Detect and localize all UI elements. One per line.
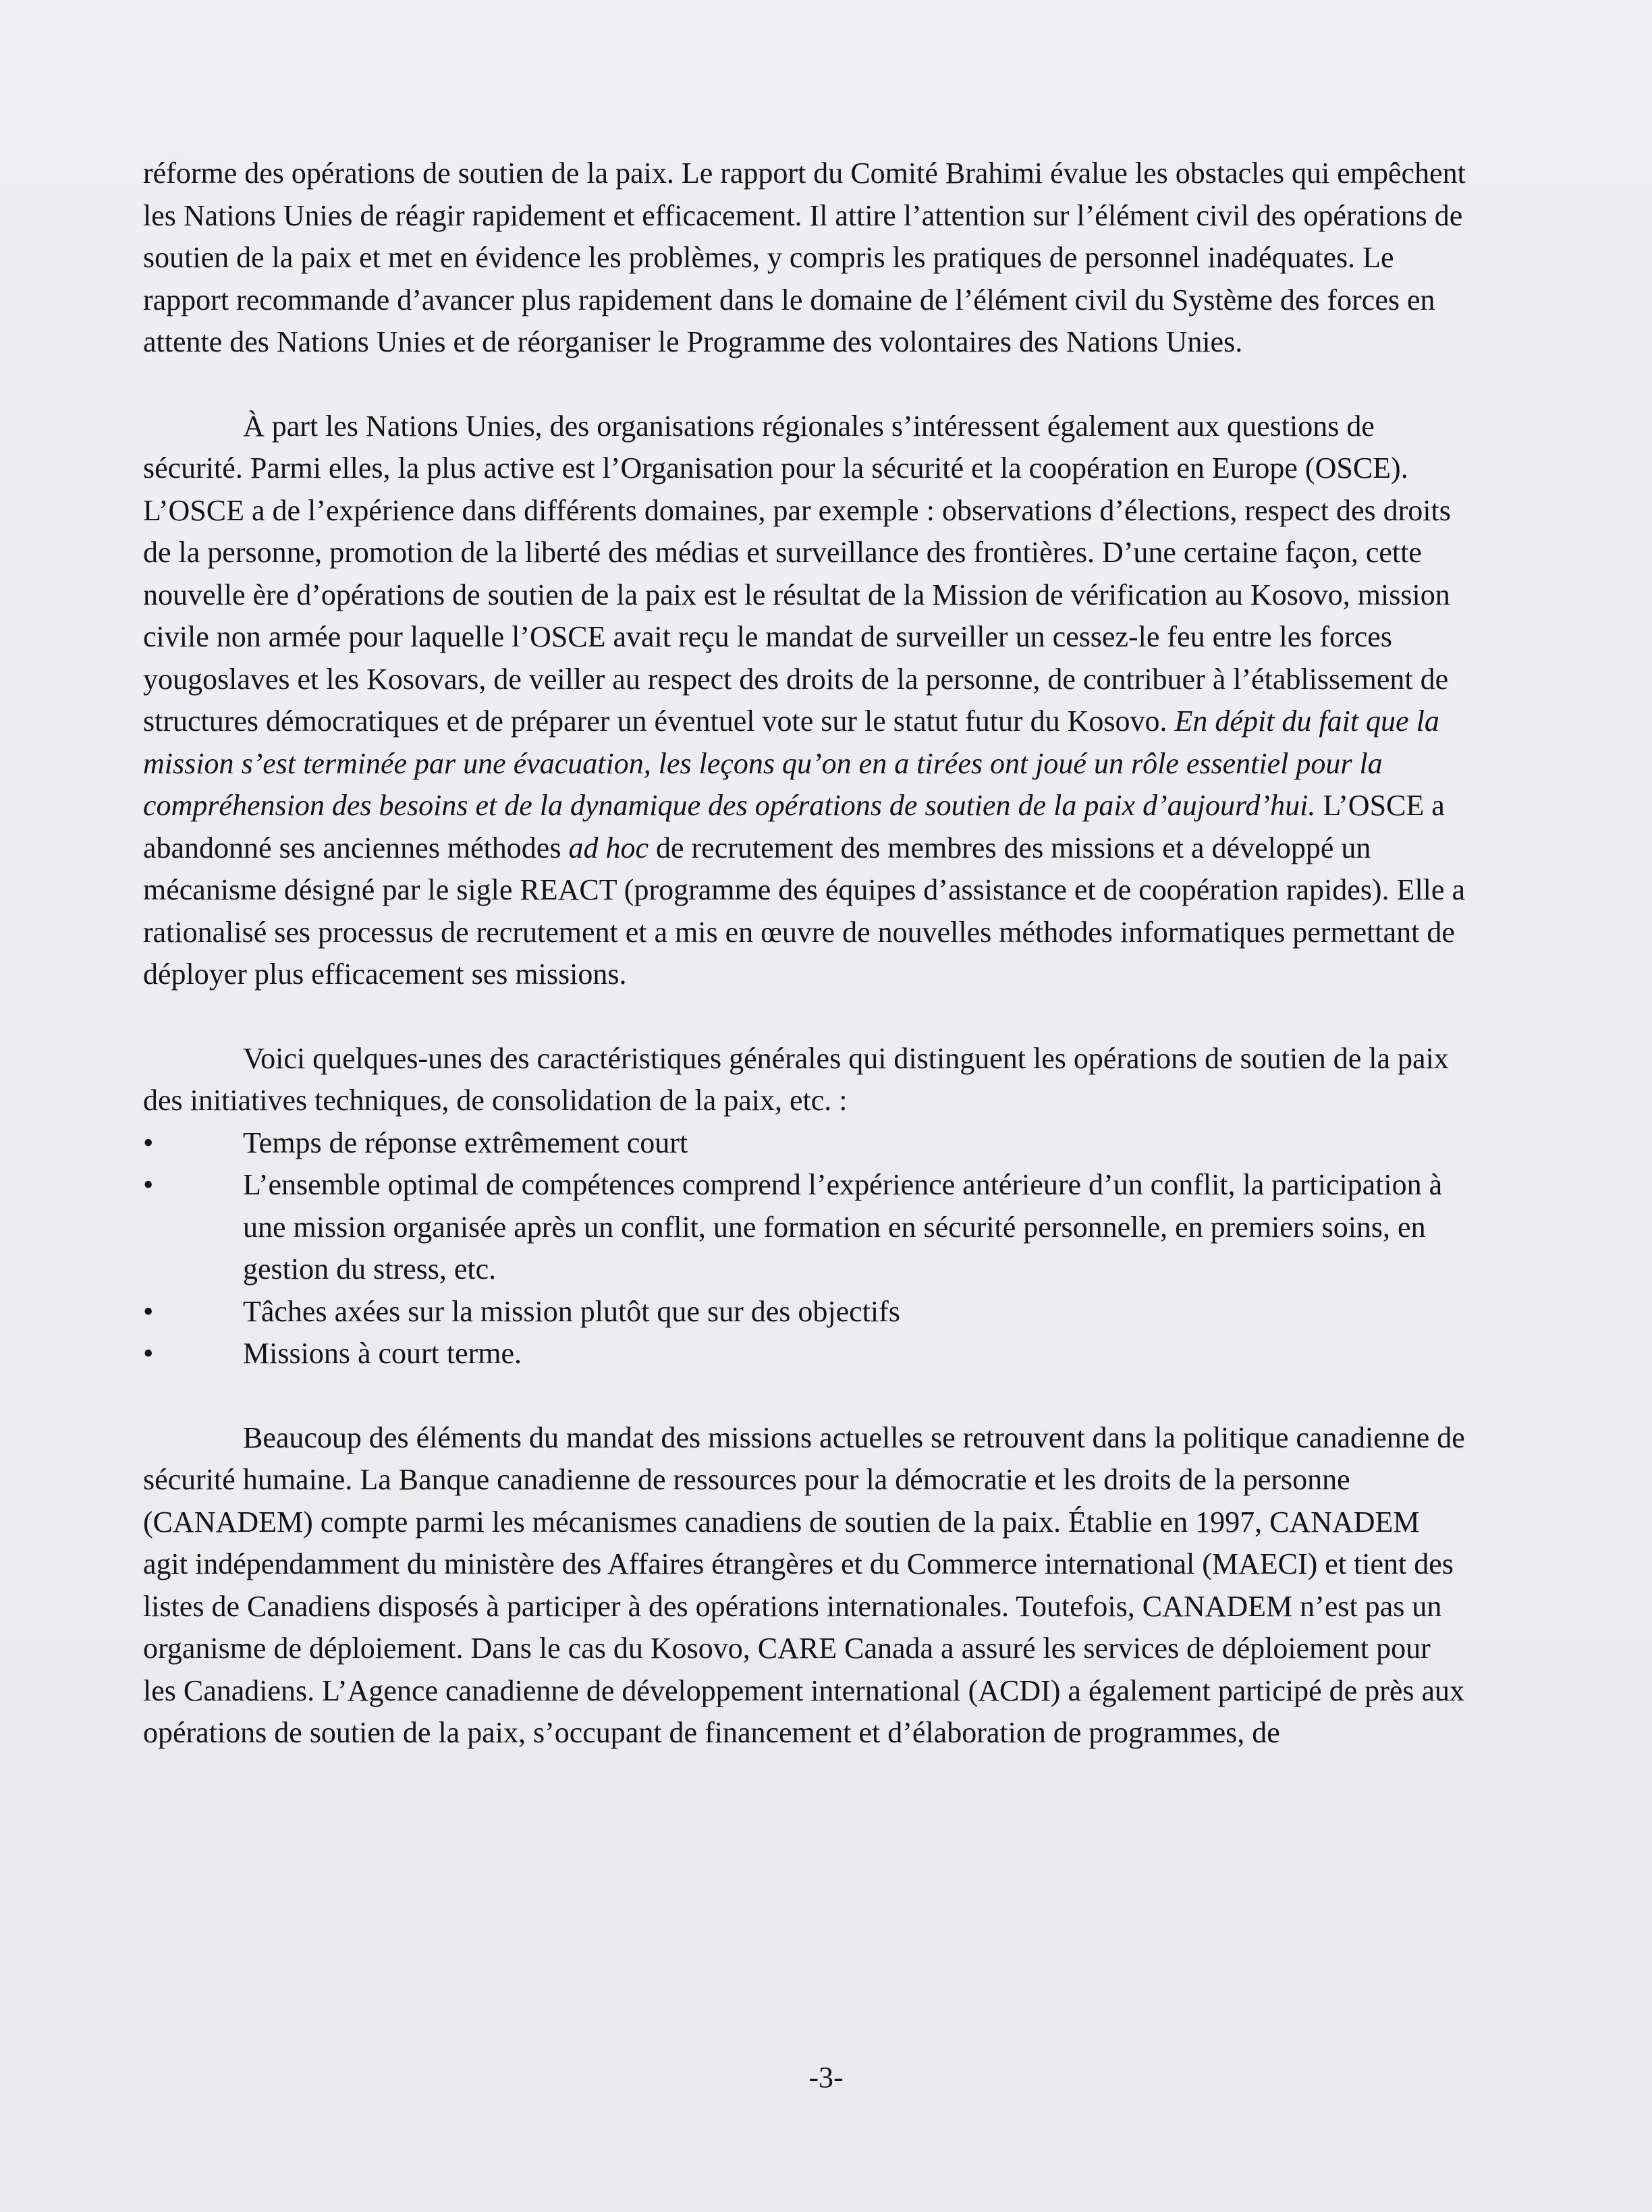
list-item	[143, 1122, 1466, 1165]
paragraph-osce-text-3: de recrutement des membres des missions et a développé un mécanisme désigné par le sigle REACT (programme des équipes d’assistance et de coopération rapides). Elle a rationalisé ses processus de recrutement et a mis en œuvre de nouvelles méthodes informatiques permettant de déployer plus efficacement ses missions.	[143, 831, 1465, 991]
bullet-icon: •	[143, 1168, 154, 1201]
paragraph-osce-text-2: L’OSCE a abandonné ses anciennes méthodes	[143, 789, 1445, 864]
list-item	[143, 1164, 1466, 1291]
list-item-text: L’ensemble optimal de compétences comprend l’expérience antérieure d’un conflit, la participation à une mission organisée après un conflit, une formation en sécurité personnelle, en premiers soins, en gestion du stress, etc.	[243, 1168, 1443, 1285]
list-item-text: Missions à court terme.	[243, 1337, 522, 1370]
list-item-text: Temps de réponse extrêmement court	[243, 1126, 688, 1159]
paragraph-gap	[143, 364, 1466, 406]
paragraph-gap	[143, 1375, 1466, 1417]
page-number: -3-	[808, 2061, 844, 2094]
list-item	[143, 1333, 1466, 1375]
bullet-icon: •	[143, 1294, 154, 1328]
bullet-icon: •	[143, 1126, 154, 1159]
characteristics-list	[143, 1122, 1466, 1375]
paragraph-osce-text-1: À part les Nations Unies, des organisations régionales s’intéressent également aux questions de sécurité. Parmi elles, la plus active est l’Organisation pour la sécurité et la coopération en Europe (OSCE). L’OSCE a de l’expérience dans différents domaines, par exemple : observations d’élections, respect des droits de la personne, promotion de la liberté des médias et surveillance des frontières. D’une certaine façon, cette nouvelle ère d’opérations de soutien de la paix est le résultat de la Mission de vérification au Kosovo, mission civile non armée pour laquelle l’OSCE avait reçu le mandat de surveiller un cessez-le feu entre les forces yougoslaves et les Kosovars, de veiller au respect des droits de la personne, de contribuer à l’établissement de structures démocratiques et de préparer un éventuel vote sur le statut futur du Kosovo.	[143, 409, 1451, 738]
body-text	[143, 153, 1466, 1754]
list-item	[143, 1291, 1466, 1333]
paragraph-osce-italic-2: ad hoc	[568, 831, 649, 864]
paragraph-osce	[143, 406, 1466, 996]
paragraph-characteristics: Voici quelques-unes des caractéristiques générales qui distinguent les opérations de soutien de la paix des initiatives techniques, de consolidation de la paix, etc. :	[143, 1041, 1449, 1117]
paragraph-brahimi: réforme des opérations de soutien de la paix. Le rapport du Comité Brahimi évalue les obstacles qui empêchent les Nations Unies de réagir rapidement et efficacement. Il attire l’attention sur l’élément civil des opérations de soutien de la paix et met en évidence les problèmes, y compris les pratiques de personnel inadéquates. Le rapport recommande d’avancer plus rapidement dans le domaine de l’élément civil du Système des forces en attente des Nations Unies et de réorganiser le Programme des volontaires des Nations Unies.	[143, 157, 1466, 358]
bullet-icon: •	[143, 1337, 154, 1370]
paragraph-osce-italic-1: En dépit du fait que la mission s’est terminée par une évacuation, les leçons qu’on en a tirées ont joué un rôle essentiel pour la compréhension des besoins et de la dynamique des opérations de soutien de la paix d’aujourd’hui.	[143, 704, 1439, 822]
paragraph-canadem: Beaucoup des éléments du mandat des missions actuelles se retrouvent dans la politique canadienne de sécurité humaine. La Banque canadienne de ressources pour la démocratie et les droits de la personne (CANADEM) compte parmi les mécanismes canadiens de soutien de la paix. Établie en 1997, CANADEM agit indépendamment du ministère des Affaires étrangères et du Commerce international (MAECI) et tient des listes de Canadiens disposés à participer à des opérations internationales. Toutefois, CANADEM n’est pas un organisme de déploiement. Dans le cas du Kosovo, CARE Canada a assuré les services de déploiement pour les Canadiens. L’Agence canadienne de développement international (ACDI) a également participé de près aux opérations de soutien de la paix, s’occupant de financement et d’élaboration de programmes, de	[143, 1420, 1465, 1749]
paragraph-gap	[143, 996, 1466, 1038]
list-item-text: Tâches axées sur la mission plutôt que sur des objectifs	[243, 1294, 900, 1328]
